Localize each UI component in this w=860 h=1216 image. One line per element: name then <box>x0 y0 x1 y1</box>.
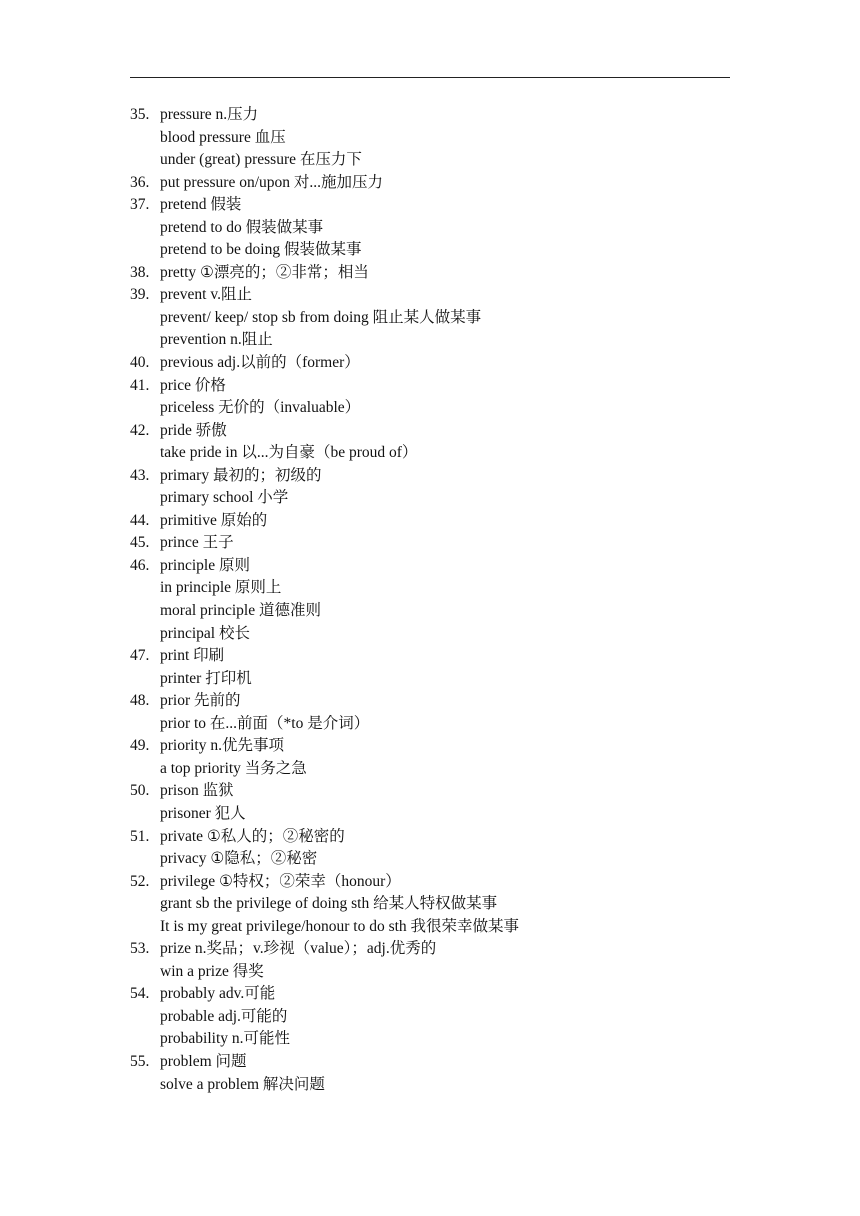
entry-line <box>130 780 750 803</box>
entry-phrase: pretend to be doing 假装做某事 <box>160 241 362 259</box>
entry-phrase: grant sb the privilege of doing sth 给某人特权做某事 <box>160 895 498 913</box>
entry-line <box>130 983 750 1006</box>
sub-entry-line <box>130 217 750 240</box>
entry-line <box>130 465 750 488</box>
entry-phrase: a top priority 当务之急 <box>160 759 307 777</box>
entry-headword: prior 先前的 <box>160 692 241 710</box>
entry-number: 35. <box>130 106 150 123</box>
entry-number <box>130 758 160 781</box>
entry-line <box>130 420 750 443</box>
entry-headword: price 价格 <box>160 376 226 394</box>
entry-number <box>130 600 160 623</box>
sub-entry-line <box>130 623 750 646</box>
sub-entry-line <box>130 758 750 781</box>
entry-number <box>130 916 160 939</box>
entry-headword: primary 最初的；初级的 <box>160 466 322 484</box>
sub-entry-line <box>130 916 750 939</box>
entry-number <box>130 623 160 646</box>
sub-entry-line <box>130 577 750 600</box>
entry-phrase: prior to 在...前面（*to 是介词） <box>160 714 370 732</box>
entry-number <box>130 239 160 262</box>
entry-line <box>130 284 750 307</box>
entry-number: 46. <box>130 556 150 574</box>
entry-headword: pretty ①漂亮的；②非常；相当 <box>160 263 369 281</box>
entry-phrase: printer 打印机 <box>160 669 252 687</box>
entry-headword: prince 王子 <box>160 534 234 552</box>
entry-headword: pressure n.压力 <box>160 106 259 123</box>
entry-phrase: under (great) pressure 在压力下 <box>160 151 362 169</box>
entry-number <box>130 668 160 691</box>
entry-headword: prevent v.阻止 <box>160 286 252 304</box>
entry-number <box>130 329 160 352</box>
entry-number <box>130 1074 160 1097</box>
entry-number: 40. <box>130 354 150 372</box>
entry-number: 49. <box>130 737 150 755</box>
entry-phrase: moral principle 道德准则 <box>160 602 321 620</box>
entry-line <box>130 938 750 961</box>
entry-line <box>130 826 750 849</box>
entry-line <box>130 510 750 533</box>
sub-entry-line <box>130 307 750 330</box>
entry-line <box>130 375 750 398</box>
sub-entry-line <box>130 127 750 150</box>
entry-number: 38. <box>130 263 150 281</box>
entry-number: 42. <box>130 421 150 439</box>
entry-headword: private ①私人的；②秘密的 <box>160 827 345 845</box>
sub-entry-line <box>130 1006 750 1029</box>
sub-entry-line <box>130 329 750 352</box>
entry-number <box>130 217 160 240</box>
sub-entry-line <box>130 487 750 510</box>
entry-number: 55. <box>130 1052 150 1070</box>
entry-number: 50. <box>130 782 150 800</box>
entry-phrase: in principle 原则上 <box>160 579 282 597</box>
entry-headword: pretend 假装 <box>160 196 242 214</box>
entry-line <box>130 172 750 195</box>
entry-phrase: solve a problem 解决问题 <box>160 1075 325 1093</box>
entry-headword: prison 监狱 <box>160 782 234 800</box>
sub-entry-line <box>130 893 750 916</box>
sub-entry-line <box>130 848 750 871</box>
entry-number: 48. <box>130 692 150 710</box>
entry-headword: probably adv.可能 <box>160 985 276 1003</box>
entry-phrase: prevent/ keep/ stop sb from doing 阻止某人做某事 <box>160 308 482 326</box>
entry-line <box>130 871 750 894</box>
entry-phrase: It is my great privilege/honour to do sth 我很荣幸做某事 <box>160 917 520 935</box>
entry-line <box>130 194 750 217</box>
entry-number: 47. <box>130 647 150 665</box>
entry-line <box>130 735 750 758</box>
entry-number: 53. <box>130 940 150 958</box>
sub-entry-line <box>130 600 750 623</box>
entry-headword: put pressure on/upon 对...施加压力 <box>160 173 384 191</box>
entry-number <box>130 1028 160 1051</box>
entry-number <box>130 442 160 465</box>
entry-number <box>130 487 160 510</box>
entry-headword: print 印刷 <box>160 647 225 665</box>
entry-phrase: probable adj.可能的 <box>160 1007 288 1025</box>
sub-entry-line <box>130 442 750 465</box>
entry-number <box>130 127 160 150</box>
sub-entry-line <box>130 397 750 420</box>
entry-number: 39. <box>130 286 150 304</box>
entry-line <box>130 645 750 668</box>
entry-number <box>130 848 160 871</box>
sub-entry-line <box>130 961 750 984</box>
entry-phrase: prevention n.阻止 <box>160 331 273 349</box>
entry-phrase: principal 校长 <box>160 624 250 642</box>
sub-entry-line <box>130 803 750 826</box>
entry-number <box>130 893 160 916</box>
entry-line <box>130 532 750 555</box>
entry-phrase: primary school 小学 <box>160 489 289 507</box>
entry-headword: principle 原则 <box>160 556 250 574</box>
entry-headword: previous adj.以前的（former） <box>160 354 360 372</box>
entry-number: 44. <box>130 511 150 529</box>
entry-headword: prize n.奖品；v.珍视（value）；adj.优秀的 <box>160 940 437 958</box>
entry-number: 41. <box>130 376 150 394</box>
sub-entry-line <box>130 1028 750 1051</box>
entry-phrase: win a prize 得奖 <box>160 962 264 980</box>
entry-number: 54. <box>130 985 150 1003</box>
entry-phrase: probability n.可能性 <box>160 1030 291 1048</box>
entry-number: 37. <box>130 196 150 214</box>
entry-line <box>130 352 750 375</box>
entry-phrase: pretend to do 假装做某事 <box>160 218 324 236</box>
entry-headword: privilege ①特权；②荣幸（honour） <box>160 872 401 890</box>
entry-headword: primitive 原始的 <box>160 511 268 529</box>
sub-entry-line <box>130 713 750 736</box>
entry-line <box>130 262 750 285</box>
entry-number: 51. <box>130 827 150 845</box>
entry-number: 43. <box>130 466 150 484</box>
entry-number <box>130 961 160 984</box>
entry-number <box>130 397 160 420</box>
entry-headword: pride 骄傲 <box>160 421 227 439</box>
entry-line <box>130 690 750 713</box>
entry-phrase: priceless 无价的（invaluable） <box>160 399 361 417</box>
entry-number: 36. <box>130 173 150 191</box>
entry-number <box>130 803 160 826</box>
sub-entry-line <box>130 668 750 691</box>
header-rule <box>130 77 730 78</box>
entry-line <box>130 1051 750 1074</box>
entry-number: 52. <box>130 872 150 890</box>
entry-headword: priority n.优先事项 <box>160 737 284 755</box>
entry-headword: problem 问题 <box>160 1052 247 1070</box>
entry-phrase: take pride in 以...为自豪（be proud of） <box>160 444 418 462</box>
entry-number <box>130 713 160 736</box>
sub-entry-line <box>130 149 750 172</box>
entry-number: 45. <box>130 534 150 552</box>
entry-number <box>130 149 160 172</box>
sub-entry-line <box>130 239 750 262</box>
entry-line <box>130 555 750 578</box>
entry-phrase: blood pressure 血压 <box>160 128 286 146</box>
sub-entry-line <box>130 1074 750 1097</box>
entry-number <box>130 1006 160 1029</box>
entry-phrase: privacy ①隐私；②秘密 <box>160 850 318 868</box>
entry-line <box>130 104 750 127</box>
vocabulary-list <box>130 104 750 1096</box>
entry-number <box>130 577 160 600</box>
entry-number <box>130 307 160 330</box>
entry-phrase: prisoner 犯人 <box>160 804 246 822</box>
